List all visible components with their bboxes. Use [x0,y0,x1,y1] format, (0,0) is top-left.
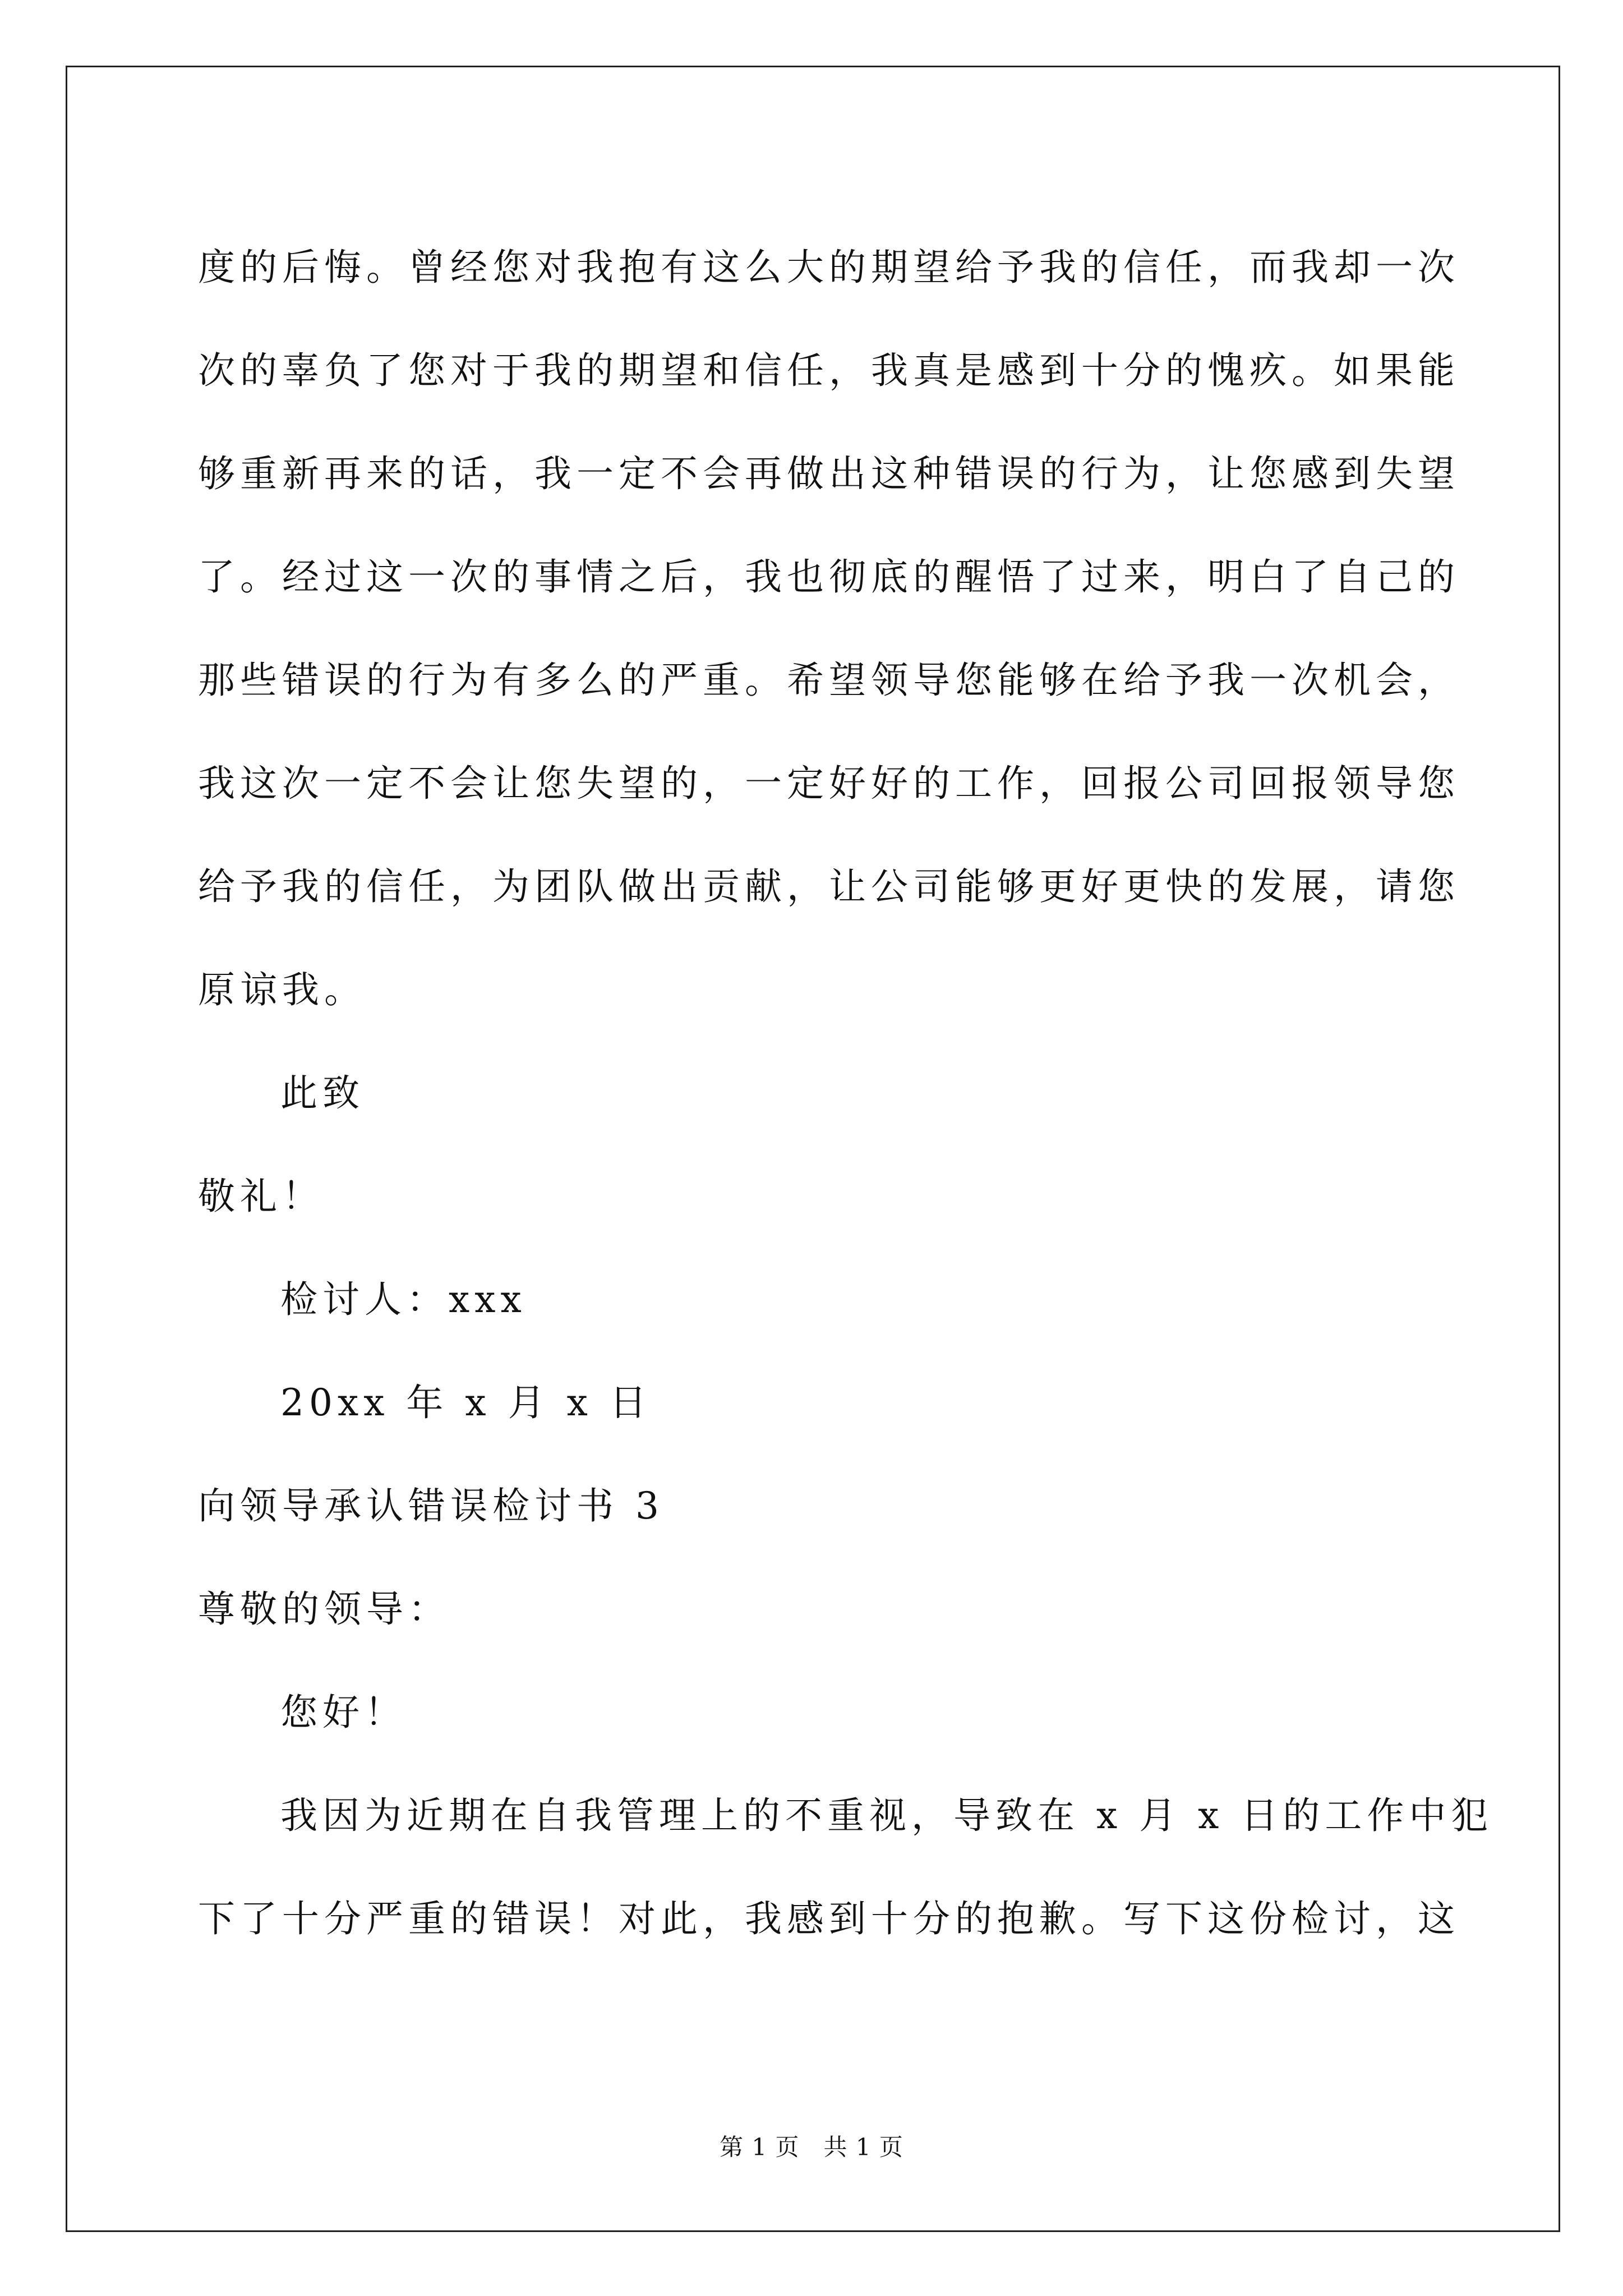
text-line: 原谅我。 [198,968,366,1011]
text-line: 给予我的信任，为团队做出贡献，让公司能够更好更快的发展，请您 [198,865,1460,908]
greeting: 您好！ [280,1691,407,1734]
page-footer: 第 1 页 共 1 页 [720,2133,903,2161]
signer-line: 检讨人：xxx [280,1278,527,1321]
text-line: 下了十分严重的错误！对此，我感到十分的抱歉。写下这份检讨，这 [198,1897,1460,1940]
text-line: 那些错误的行为有多么的严重。希望领导您能够在给予我一次机会， [198,659,1460,702]
closing-line-1: 此致 [280,1071,365,1115]
date-line: 20xx 年 x 月 x 日 [280,1381,652,1424]
text-line: 够重新再来的话，我一定不会再做出这种错误的行为，让您感到失望 [198,452,1460,495]
text-line: 我这次一定不会让您失望的，一定好好的工作，回报公司回报领导您 [198,762,1460,805]
letter-paragraph-2 [198,1764,1493,1971]
text-line: 度的后悔。曾经您对我抱有这么大的期望给予我的信任，而我却一次 [198,246,1460,289]
closing-line-2: 敬礼！ [198,1175,324,1218]
text-line: 次的辜负了您对于我的期望和信任，我真是感到十分的愧疚。如果能 [198,349,1460,392]
letter-paragraph-1 [198,216,1460,1042]
text-line: 了。经过这一次的事情之后，我也彻底的醒悟了过来，明白了自己的 [198,555,1460,599]
salutation: 尊敬的领导： [198,1588,450,1631]
text-line: 我因为近期在自我管理上的不重视，导致在 x 月 x 日的工作中犯 [280,1794,1493,1837]
section-title: 向领导承认错误检讨书 3 [198,1484,664,1527]
